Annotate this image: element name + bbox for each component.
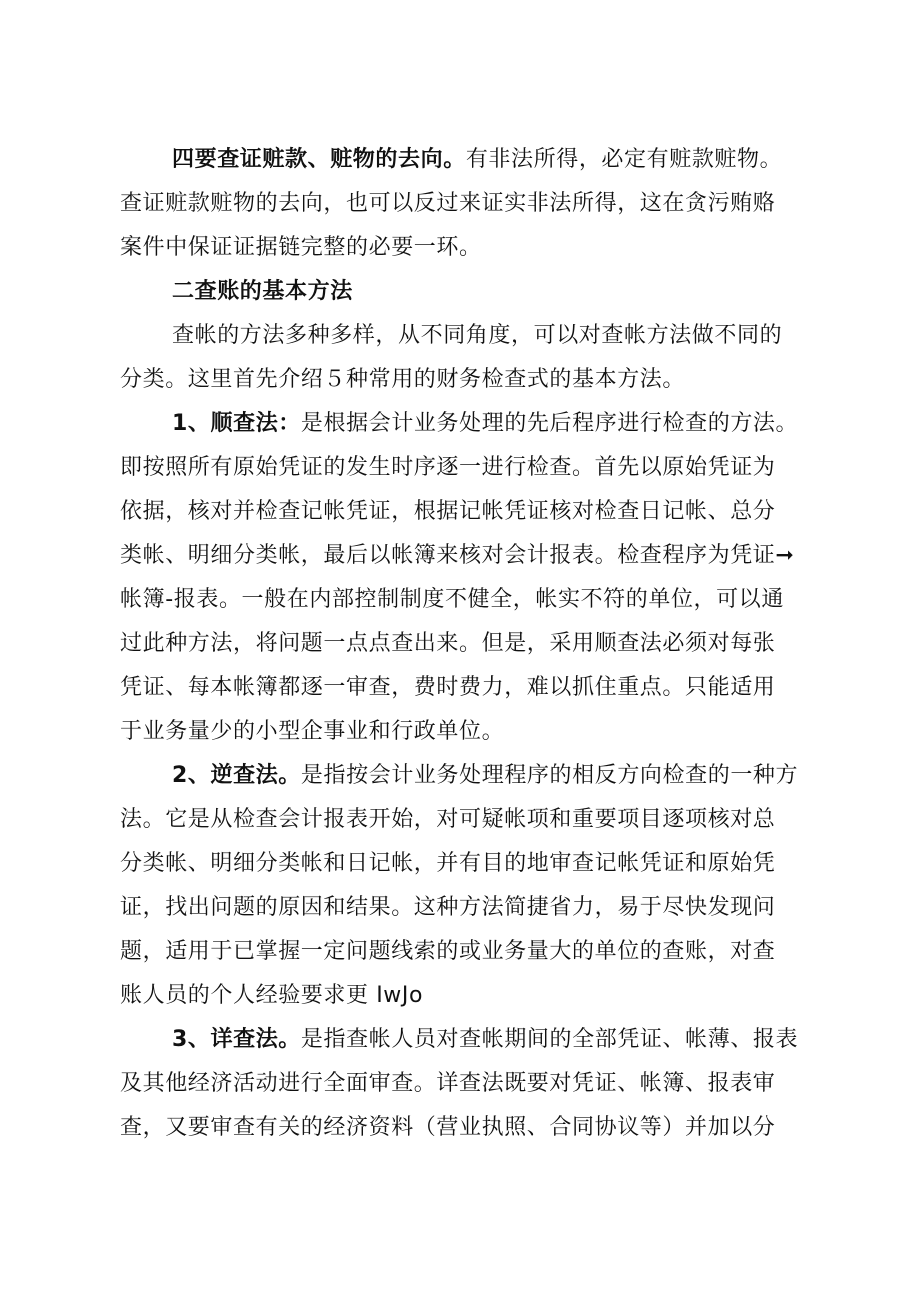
paragraph-1-line-1	[172, 145, 782, 175]
paragraph-1-heading: 四要查证赃款、赃物的去向。	[172, 147, 466, 172]
paragraph-4-heading: 2、逆查法。	[172, 763, 301, 788]
paragraph-3-line-6: 过此种方法，将问题一点点查出来。但是，采用顺查法必须对每张	[120, 631, 776, 656]
paragraph-3-heading: 1、顺查法：	[172, 411, 301, 436]
paragraph-2-line-1: 查帐的方法多种多样，从不同角度，可以对查帐方法做不同的	[172, 323, 783, 348]
paragraph-5-line-3: 查，又要审查有关的经济资料（营业执照、合同协议等）并加以分	[120, 1115, 776, 1140]
paragraph-3-text: 是根据会计业务处理的先后程序进行检查的方法。	[300, 411, 799, 436]
paragraph-4-text: 是指按会计业务处理程序的相反方向检查的一种方	[300, 763, 799, 788]
paragraph-3-line-3: 依据，核对并检查记帐凭证，根据记帐凭证核对检查日记帐、总分	[120, 499, 776, 524]
paragraph-4-line-6: 账人员的个人经验要求更 IwJo	[120, 983, 424, 1008]
paragraph-4-line-2: 法。它是从检查会计报表开始，对可疑帐项和重要项目逐项核对总	[120, 807, 776, 832]
paragraph-5-line-1	[172, 1025, 798, 1055]
section-title: 二查账的基本方法	[172, 279, 353, 304]
paragraph-3-line-8: 于业务量少的小型企事业和行政单位。	[120, 719, 505, 744]
paragraph-3-line-7: 凭证、每本帐簿都逐一审查，费时费力，难以抓住重点。只能适用	[120, 675, 776, 700]
paragraph-3-line-5: 帐簿-报表。一般在内部控制制度不健全，帐实不符的单位，可以通	[120, 587, 784, 612]
paragraph-5-heading: 3、详查法。	[172, 1027, 301, 1052]
paragraph-1-line-2: 查证赃款赃物的去向，也可以反过来证实非法所得，这在贪污贿赂	[120, 191, 776, 216]
paragraph-5-text: 是指查帐人员对查帐期间的全部凭证、帐薄、报表	[300, 1027, 799, 1052]
paragraph-3-line-4: 类帐、明细分类帐，最后以帐簿来核对会计报表。检查程序为凭证➞	[120, 543, 795, 568]
paragraph-4-line-5: 题，适用于已掌握一定问题线索的或业务量大的单位的查账，对查	[120, 939, 776, 964]
paragraph-4-line-3: 分类帐、明细分类帐和日记帐，并有目的地审查记帐凭证和原始凭	[120, 851, 776, 876]
paragraph-4-line-4: 证，找出问题的原因和结果。这种方法简捷省力，易于尽快发现问	[120, 895, 776, 920]
paragraph-5-line-2: 及其他经济活动进行全面审查。详查法既要对凭证、帐簿、报表审	[120, 1071, 776, 1096]
paragraph-3-line-2: 即按照所有原始凭证的发生时序逐一进行检查。首先以原始凭证为	[120, 455, 776, 480]
paragraph-2-line-2: 分类。这里首先介绍５种常用的财务检查式的基本方法。	[120, 367, 686, 392]
paragraph-1-text: 有非法所得，必定有赃款赃物。	[465, 147, 783, 172]
paragraph-1-line-3: 案件中保证证据链完整的必要一环。	[120, 235, 482, 260]
paragraph-3-line-1	[172, 409, 798, 439]
paragraph-4-line-1	[172, 761, 798, 791]
